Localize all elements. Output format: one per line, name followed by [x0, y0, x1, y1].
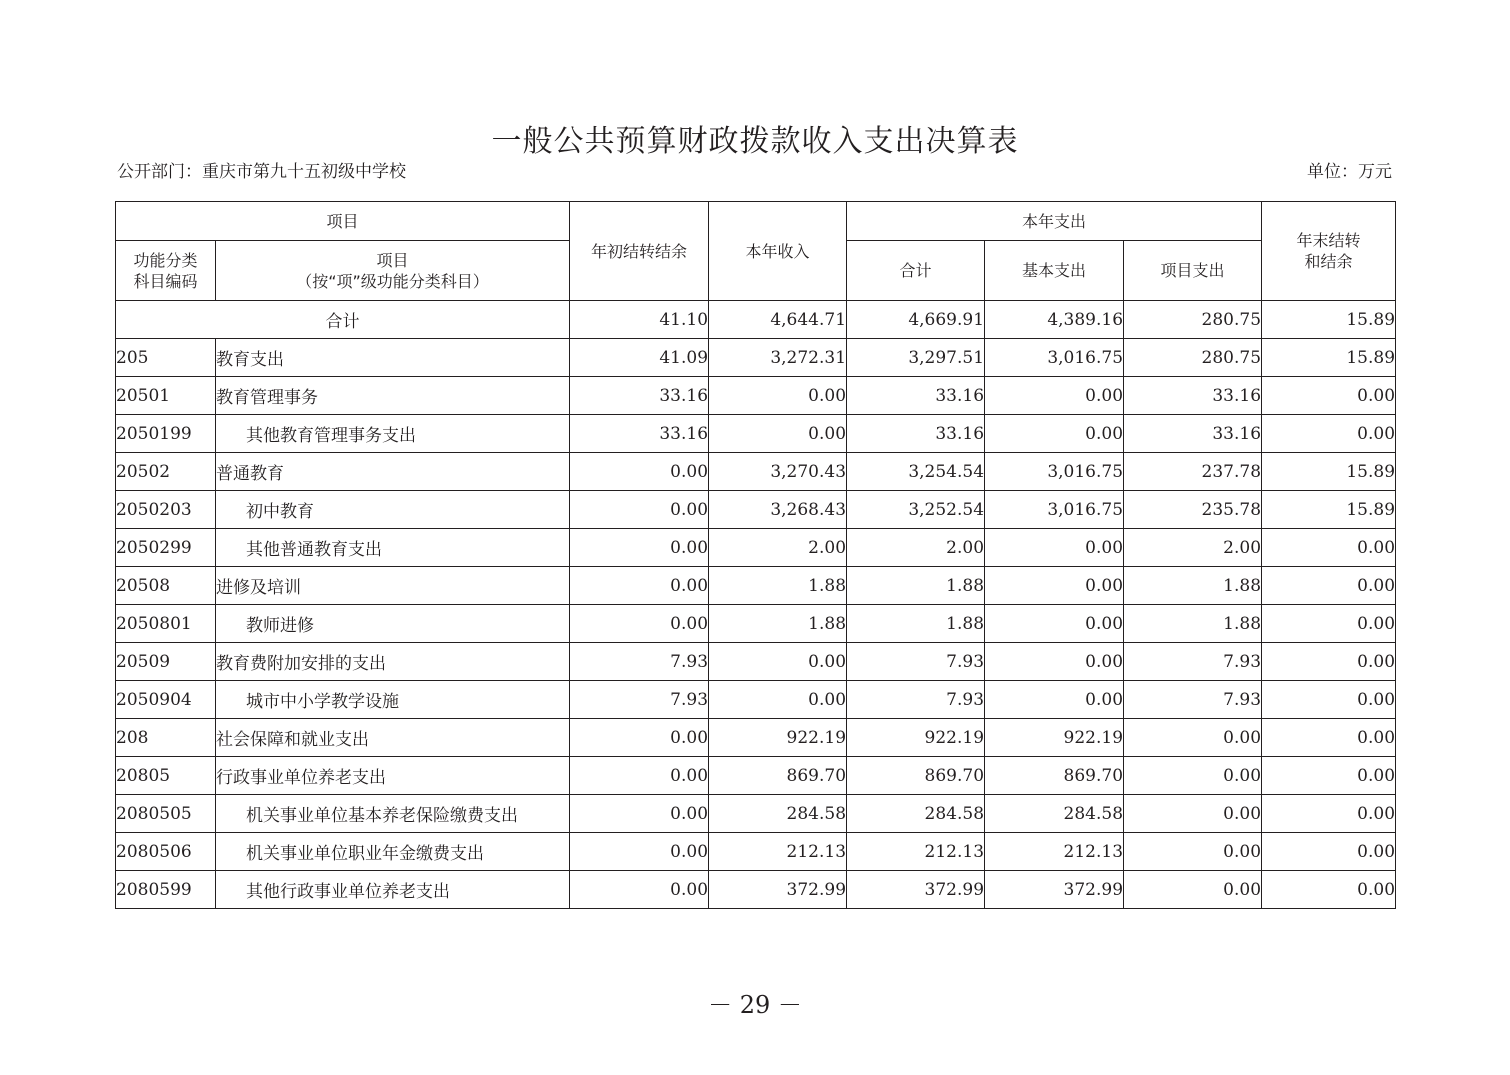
row-income: 3,270.43: [709, 453, 847, 491]
total-income: 4,644.71: [709, 301, 847, 339]
row-expense-total: 869.70: [847, 757, 985, 795]
row-name: 机关事业单位基本养老保险缴费支出: [216, 795, 570, 833]
table-row: [116, 795, 1396, 833]
row-begin-balance: 7.93: [570, 681, 709, 719]
table-row: [116, 377, 1396, 415]
row-begin-balance: 0.00: [570, 567, 709, 605]
row-end-balance: 0.00: [1262, 681, 1396, 719]
row-expense-basic: 0.00: [985, 567, 1124, 605]
row-expense-basic: 0.00: [985, 643, 1124, 681]
row-expense-total: 3,297.51: [847, 339, 985, 377]
row-expense-project: 1.88: [1124, 605, 1262, 643]
row-code: 2080505: [116, 795, 216, 833]
row-begin-balance: 0.00: [570, 529, 709, 567]
row-code: 2050904: [116, 681, 216, 719]
row-name: 教育管理事务: [216, 377, 570, 415]
row-name: 其他行政事业单位养老支出: [216, 871, 570, 909]
row-expense-project: 7.93: [1124, 643, 1262, 681]
row-expense-basic: 0.00: [985, 681, 1124, 719]
row-end-balance: 15.89: [1262, 453, 1396, 491]
total-label: 合计: [116, 301, 570, 339]
table-row: [116, 339, 1396, 377]
header-expense-basic: 基本支出: [985, 241, 1124, 301]
row-expense-project: 237.78: [1124, 453, 1262, 491]
row-code: 20501: [116, 377, 216, 415]
row-end-balance: 0.00: [1262, 871, 1396, 909]
row-expense-basic: 3,016.75: [985, 339, 1124, 377]
row-code: 2080599: [116, 871, 216, 909]
page-title: 一般公共预算财政拨款收入支出决算表: [491, 124, 1019, 159]
row-income: 1.88: [709, 605, 847, 643]
row-end-balance: 0.00: [1262, 643, 1396, 681]
row-end-balance: 0.00: [1262, 567, 1396, 605]
row-expense-total: 7.93: [847, 643, 985, 681]
row-income: 284.58: [709, 795, 847, 833]
row-expense-total: 33.16: [847, 377, 985, 415]
row-name: 进修及培训: [216, 567, 570, 605]
row-code: 2050299: [116, 529, 216, 567]
row-income: 2.00: [709, 529, 847, 567]
header-expense-total: 合计: [847, 241, 985, 301]
row-code: 20502: [116, 453, 216, 491]
table-row: [116, 681, 1396, 719]
row-expense-total: 33.16: [847, 415, 985, 453]
row-income: 3,268.43: [709, 491, 847, 529]
row-expense-basic: 3,016.75: [985, 491, 1124, 529]
row-begin-balance: 33.16: [570, 415, 709, 453]
table-row: [116, 453, 1396, 491]
table-row: [116, 567, 1396, 605]
total-expense-total: 4,669.91: [847, 301, 985, 339]
table-row: [116, 605, 1396, 643]
row-end-balance: 0.00: [1262, 719, 1396, 757]
row-end-balance: 0.00: [1262, 415, 1396, 453]
row-income: 1.88: [709, 567, 847, 605]
row-begin-balance: 0.00: [570, 833, 709, 871]
row-expense-total: 372.99: [847, 871, 985, 909]
row-code: 205: [116, 339, 216, 377]
row-name: 其他普通教育支出: [216, 529, 570, 567]
table-row: [116, 643, 1396, 681]
row-begin-balance: 0.00: [570, 871, 709, 909]
row-income: 212.13: [709, 833, 847, 871]
row-name: 教师进修: [216, 605, 570, 643]
row-end-balance: 0.00: [1262, 605, 1396, 643]
row-expense-total: 3,252.54: [847, 491, 985, 529]
row-begin-balance: 0.00: [570, 795, 709, 833]
row-code: 20509: [116, 643, 216, 681]
row-expense-project: 0.00: [1124, 871, 1262, 909]
row-income: 869.70: [709, 757, 847, 795]
row-expense-total: 1.88: [847, 605, 985, 643]
total-expense-project: 280.75: [1124, 301, 1262, 339]
row-expense-total: 284.58: [847, 795, 985, 833]
row-expense-total: 2.00: [847, 529, 985, 567]
row-begin-balance: 0.00: [570, 491, 709, 529]
row-expense-basic: 0.00: [985, 377, 1124, 415]
row-end-balance: 0.00: [1262, 795, 1396, 833]
row-income: 3,272.31: [709, 339, 847, 377]
row-name: 其他教育管理事务支出: [216, 415, 570, 453]
header-expense-project: 项目支出: [1124, 241, 1262, 301]
department-label: 公开部门：重庆市第九十五初级中学校: [117, 162, 406, 182]
total-end: 15.89: [1262, 301, 1396, 339]
budget-table: [115, 201, 1396, 909]
header-income: 本年收入: [709, 202, 847, 301]
row-expense-total: 1.88: [847, 567, 985, 605]
total-row: [116, 301, 1396, 339]
row-expense-basic: 284.58: [985, 795, 1124, 833]
row-expense-basic: 869.70: [985, 757, 1124, 795]
row-end-balance: 15.89: [1262, 491, 1396, 529]
row-income: 0.00: [709, 377, 847, 415]
row-expense-basic: 3,016.75: [985, 453, 1124, 491]
row-begin-balance: 7.93: [570, 643, 709, 681]
row-code: 208: [116, 719, 216, 757]
row-name: 教育支出: [216, 339, 570, 377]
row-expense-basic: 922.19: [985, 719, 1124, 757]
row-code: 20805: [116, 757, 216, 795]
row-name: 机关事业单位职业年金缴费支出: [216, 833, 570, 871]
row-name: 城市中小学教学设施: [216, 681, 570, 719]
row-begin-balance: 0.00: [570, 605, 709, 643]
page-number: － 29 －: [708, 991, 802, 1019]
header-end-balance: 年末结转 和结余: [1262, 202, 1396, 301]
row-expense-basic: 372.99: [985, 871, 1124, 909]
header-begin-balance: 年初结转结余: [570, 202, 709, 301]
table-row: [116, 719, 1396, 757]
row-expense-total: 212.13: [847, 833, 985, 871]
row-expense-basic: 0.00: [985, 415, 1124, 453]
row-end-balance: 0.00: [1262, 377, 1396, 415]
row-code: 2050199: [116, 415, 216, 453]
header-item-group: 项目: [116, 202, 570, 241]
row-begin-balance: 0.00: [570, 757, 709, 795]
header-name: 项目 （按“项”级功能分类科目）: [216, 241, 570, 301]
row-name: 教育费附加安排的支出: [216, 643, 570, 681]
row-expense-project: 280.75: [1124, 339, 1262, 377]
row-expense-project: 2.00: [1124, 529, 1262, 567]
row-begin-balance: 0.00: [570, 719, 709, 757]
row-code: 2080506: [116, 833, 216, 871]
row-expense-total: 7.93: [847, 681, 985, 719]
row-expense-project: 235.78: [1124, 491, 1262, 529]
row-expense-project: 1.88: [1124, 567, 1262, 605]
row-income: 0.00: [709, 415, 847, 453]
row-begin-balance: 41.09: [570, 339, 709, 377]
table-row: [116, 415, 1396, 453]
row-code: 20508: [116, 567, 216, 605]
row-expense-basic: 212.13: [985, 833, 1124, 871]
row-expense-basic: 0.00: [985, 605, 1124, 643]
header-expense-group: 本年支出: [847, 202, 1262, 241]
row-income: 922.19: [709, 719, 847, 757]
row-expense-total: 3,254.54: [847, 453, 985, 491]
table-row: [116, 833, 1396, 871]
unit-label: 单位：万元: [1307, 162, 1392, 182]
total-begin: 41.10: [570, 301, 709, 339]
table-row: [116, 871, 1396, 909]
row-begin-balance: 0.00: [570, 453, 709, 491]
row-name: 普通教育: [216, 453, 570, 491]
row-name: 行政事业单位养老支出: [216, 757, 570, 795]
row-name: 社会保障和就业支出: [216, 719, 570, 757]
row-expense-project: 33.16: [1124, 377, 1262, 415]
row-end-balance: 0.00: [1262, 529, 1396, 567]
row-expense-project: 0.00: [1124, 757, 1262, 795]
table-row: [116, 491, 1396, 529]
table-row: [116, 757, 1396, 795]
row-expense-total: 922.19: [847, 719, 985, 757]
row-expense-project: 33.16: [1124, 415, 1262, 453]
row-begin-balance: 33.16: [570, 377, 709, 415]
header-code: 功能分类 科目编码: [116, 241, 216, 301]
row-code: 2050801: [116, 605, 216, 643]
row-expense-project: 0.00: [1124, 795, 1262, 833]
table-row: [116, 529, 1396, 567]
row-expense-project: 0.00: [1124, 719, 1262, 757]
row-end-balance: 0.00: [1262, 833, 1396, 871]
row-end-balance: 15.89: [1262, 339, 1396, 377]
row-income: 372.99: [709, 871, 847, 909]
row-end-balance: 0.00: [1262, 757, 1396, 795]
row-expense-basic: 0.00: [985, 529, 1124, 567]
row-name: 初中教育: [216, 491, 570, 529]
row-expense-project: 7.93: [1124, 681, 1262, 719]
row-income: 0.00: [709, 643, 847, 681]
total-expense-basic: 4,389.16: [985, 301, 1124, 339]
row-code: 2050203: [116, 491, 216, 529]
row-income: 0.00: [709, 681, 847, 719]
row-expense-project: 0.00: [1124, 833, 1262, 871]
